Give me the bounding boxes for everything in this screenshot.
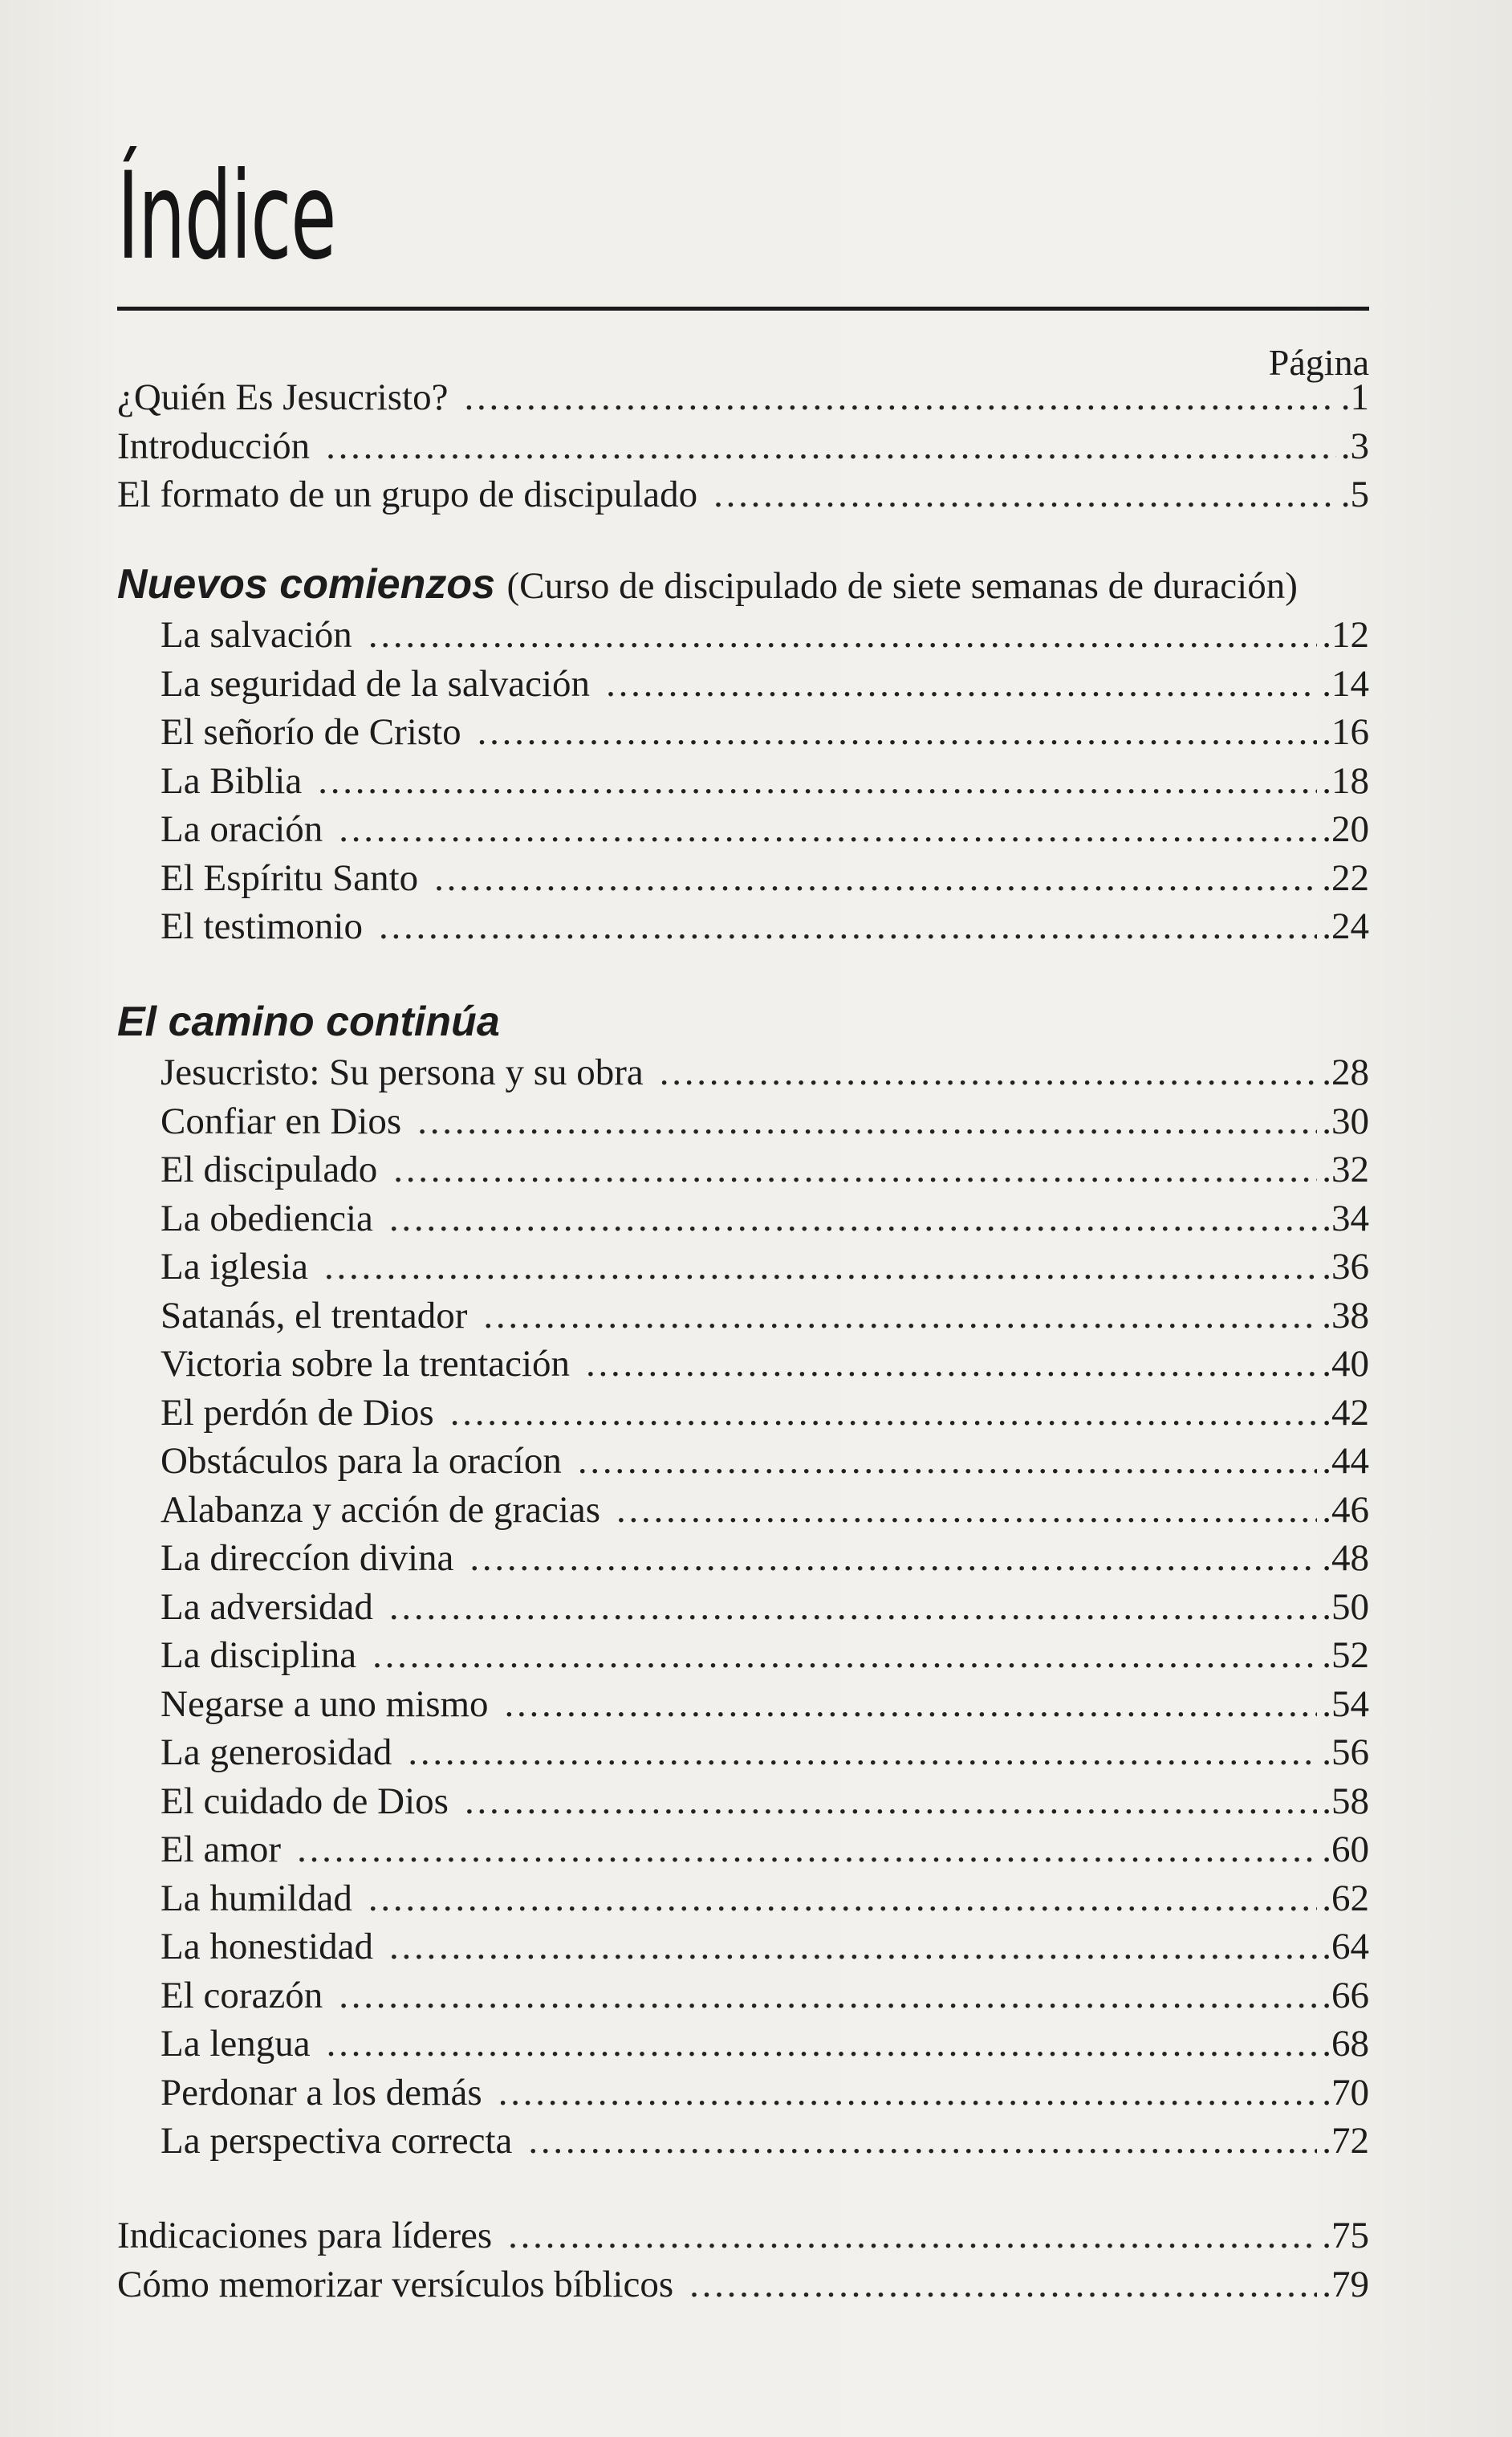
- toc-entry: [117, 2211, 1369, 2260]
- toc-entry: [117, 1486, 1369, 1535]
- toc-entry: [117, 1631, 1369, 1680]
- toc-entry-page: .75: [1322, 2215, 1369, 2256]
- leader-dots: [318, 757, 1317, 806]
- toc-entry-label: La Biblia: [161, 759, 303, 802]
- toc-entry: [117, 1583, 1369, 1632]
- toc-entry-label: La seguridad de la salvación: [161, 662, 591, 705]
- toc-entry: [117, 2117, 1369, 2166]
- toc-entry-label: Indicaciones para líderes: [117, 2215, 493, 2256]
- toc-entry-page: .12: [1322, 614, 1369, 656]
- page-title: Índice: [117, 147, 336, 287]
- toc-entry-label: La salvación: [161, 614, 352, 656]
- section-el-camino-continua: [117, 995, 1369, 2166]
- leader-dots: [368, 1874, 1317, 1923]
- toc-entry: [117, 902, 1369, 951]
- section-title: El camino continúa: [117, 999, 500, 1045]
- toc-entry-page: .79: [1322, 2263, 1369, 2305]
- toc-entry: [117, 422, 1369, 471]
- toc-entry-page: .14: [1322, 662, 1369, 705]
- toc-entry-page: .56: [1322, 1731, 1369, 1773]
- page-column-label: Página: [1268, 342, 1369, 383]
- toc-entry-label: El señorío de Cristo: [161, 711, 461, 753]
- toc-entry-label: La perspectiva correcta: [161, 2120, 513, 2162]
- toc-entry-page: .28: [1322, 1052, 1369, 1093]
- toc-entry-page: .30: [1322, 1100, 1369, 1142]
- toc-entry: [117, 708, 1369, 757]
- leader-dots: [326, 422, 1336, 471]
- toc-entry-label: El cuidado de Dios: [161, 1780, 449, 1822]
- toc-entry-label: El amor: [161, 1829, 282, 1870]
- title-rule: [117, 307, 1369, 311]
- toc-entry: [117, 2260, 1369, 2309]
- toc-entry-label: Confiar en Dios: [161, 1100, 402, 1142]
- toc-entry-label: La iglesia: [161, 1246, 309, 1288]
- toc-entry-page: .32: [1322, 1149, 1369, 1190]
- leader-dots: [324, 1243, 1317, 1292]
- toc-entry-page: .40: [1322, 1343, 1369, 1385]
- toc-entry: [117, 1243, 1369, 1292]
- toc-entry-label: Perdonar a los demás: [161, 2071, 482, 2114]
- toc-entry-label: La direccíon divina: [161, 1537, 454, 1579]
- toc-entry-label: La disciplina: [161, 1634, 357, 1676]
- toc-entry: [117, 854, 1369, 903]
- toc-entry-page: .20: [1322, 808, 1369, 850]
- leader-dots: [389, 1922, 1317, 1971]
- leader-dots: [434, 854, 1317, 903]
- leader-dots: [393, 1145, 1317, 1194]
- toc-entry-page: .36: [1322, 1246, 1369, 1288]
- toc-entry-label: Obstáculos para la oracíon: [161, 1440, 562, 1482]
- leader-dots: [389, 1583, 1317, 1632]
- toc-entry: [117, 1922, 1369, 1971]
- toc-entry: [117, 1971, 1369, 2020]
- leader-dots: [368, 611, 1317, 660]
- leader-dots: [417, 1097, 1317, 1146]
- toc-entry-label: La honestidad: [161, 1926, 373, 1967]
- toc-entry: [117, 470, 1369, 519]
- front-matter-list: [117, 373, 1369, 519]
- toc-entry: [117, 660, 1369, 709]
- section-nuevos-comienzos: [117, 558, 1369, 951]
- toc-entry: [117, 1728, 1369, 1777]
- toc-entry-label: La humildad: [161, 1877, 352, 1919]
- toc-entry: [117, 757, 1369, 806]
- toc-entry-page: .50: [1322, 1585, 1369, 1628]
- toc-entry-page: .48: [1322, 1537, 1369, 1579]
- toc-entry: [117, 373, 1369, 422]
- toc-entry-label: Alabanza y acción de gracias: [161, 1488, 601, 1531]
- leader-dots: [606, 660, 1317, 709]
- toc-entry-page: .18: [1322, 759, 1369, 802]
- toc-entry-page: .62: [1322, 1877, 1369, 1919]
- toc-entry-page: .60: [1322, 1829, 1369, 1870]
- leader-dots: [713, 470, 1336, 519]
- toc-entry: [117, 1874, 1369, 1923]
- leader-dots: [578, 1437, 1317, 1486]
- toc-entry-label: ¿Quién Es Jesucristo?: [117, 376, 449, 418]
- toc-entry-page: .44: [1322, 1440, 1369, 1482]
- toc-entry-page: .22: [1322, 856, 1369, 899]
- leader-dots: [528, 2117, 1317, 2166]
- toc-entry: [117, 1777, 1369, 1826]
- toc-entry: [117, 2020, 1369, 2069]
- toc-entry: [117, 1825, 1369, 1874]
- toc-entry: [117, 1340, 1369, 1389]
- leader-dots: [379, 902, 1317, 951]
- leader-dots: [689, 2260, 1317, 2309]
- toc-entry-label: La obediencia: [161, 1197, 373, 1239]
- leader-dots: [498, 2069, 1318, 2118]
- toc-entry-label: El testimonio: [161, 905, 363, 947]
- toc-entry: [117, 2069, 1369, 2118]
- toc-entry: [117, 1534, 1369, 1583]
- toc-entry-label: Satanás, el trentador: [161, 1294, 468, 1336]
- toc-entry: [117, 1145, 1369, 1194]
- section-subtitle: (Curso de discipulado de siete semanas de duración): [506, 565, 1298, 607]
- leader-dots: [465, 1777, 1317, 1826]
- leader-dots: [616, 1486, 1317, 1535]
- toc-entry-page: .42: [1322, 1391, 1369, 1434]
- toc-entry-page: .34: [1322, 1197, 1369, 1239]
- leader-dots: [339, 805, 1317, 854]
- toc-entry-label: Victoria sobre la trentación: [161, 1343, 571, 1385]
- leader-dots: [464, 373, 1335, 422]
- leader-dots: [372, 1631, 1317, 1680]
- toc-entry: [117, 1437, 1369, 1486]
- toc-entry-label: Negarse a uno mismo: [161, 1682, 489, 1725]
- toc-entry-label: Introducción: [117, 425, 311, 467]
- toc-entry-label: El discipulado: [161, 1149, 378, 1190]
- toc-entry-page: .64: [1322, 1926, 1369, 1967]
- toc-entry-label: El Espíritu Santo: [161, 856, 419, 899]
- toc-entry-page: .3: [1340, 425, 1369, 467]
- toc-entry-page: .70: [1322, 2071, 1369, 2114]
- toc-entry-page: .5: [1340, 474, 1369, 515]
- toc-entry-label: Cómo memorizar versículos bíblicos: [117, 2263, 674, 2305]
- leader-dots: [450, 1389, 1318, 1438]
- leader-dots: [505, 1680, 1318, 1729]
- leader-dots: [469, 1534, 1317, 1583]
- toc-entry-label: El perdón de Dios: [161, 1391, 434, 1434]
- toc-entry-page: .58: [1322, 1780, 1369, 1822]
- leader-dots: [483, 1292, 1317, 1341]
- toc-entry-label: El formato de un grupo de discipulado: [117, 474, 698, 515]
- leader-dots: [586, 1340, 1317, 1389]
- toc-entry: [117, 1048, 1369, 1097]
- toc-entry-page: .16: [1322, 711, 1369, 753]
- toc-entry-page: .66: [1322, 1974, 1369, 2016]
- leader-dots: [660, 1048, 1317, 1097]
- toc-entry-label: La oración: [161, 808, 323, 850]
- section-heading: [117, 558, 1369, 611]
- toc-entry: [117, 1097, 1369, 1146]
- toc-entry-page: .38: [1322, 1294, 1369, 1336]
- leader-dots: [327, 2020, 1318, 2069]
- toc-entry-page: .54: [1322, 1682, 1369, 1725]
- toc-entry-label: La generosidad: [161, 1731, 392, 1773]
- toc-entry-label: El corazón: [161, 1974, 323, 2016]
- toc-entry-page: .68: [1322, 2023, 1369, 2065]
- leader-dots: [339, 1971, 1317, 2020]
- toc-entry-label: La adversidad: [161, 1585, 373, 1628]
- toc-entry-page: .1: [1340, 376, 1369, 418]
- toc-entry: [117, 1389, 1369, 1438]
- toc-entry: [117, 611, 1369, 660]
- toc-entry: [117, 1292, 1369, 1341]
- toc-entry-label: La lengua: [161, 2023, 311, 2065]
- section-heading: [117, 995, 1369, 1048]
- leader-dots: [408, 1728, 1317, 1777]
- toc-entry-page: .52: [1322, 1634, 1369, 1676]
- toc-entry-page: .24: [1322, 905, 1369, 947]
- toc-entry-label: Jesucristo: Su persona y su obra: [161, 1052, 644, 1093]
- toc-entry-page: .72: [1322, 2120, 1369, 2162]
- leader-dots: [389, 1194, 1317, 1243]
- leader-dots: [478, 708, 1318, 757]
- toc-entry: [117, 805, 1369, 854]
- leader-dots: [297, 1825, 1317, 1874]
- toc-entry: [117, 1680, 1369, 1729]
- toc-entry: [117, 1194, 1369, 1243]
- back-matter-list: [117, 2211, 1369, 2309]
- leader-dots: [508, 2211, 1317, 2260]
- toc-entry-page: .46: [1322, 1488, 1369, 1531]
- section-title: Nuevos comienzos: [117, 561, 496, 608]
